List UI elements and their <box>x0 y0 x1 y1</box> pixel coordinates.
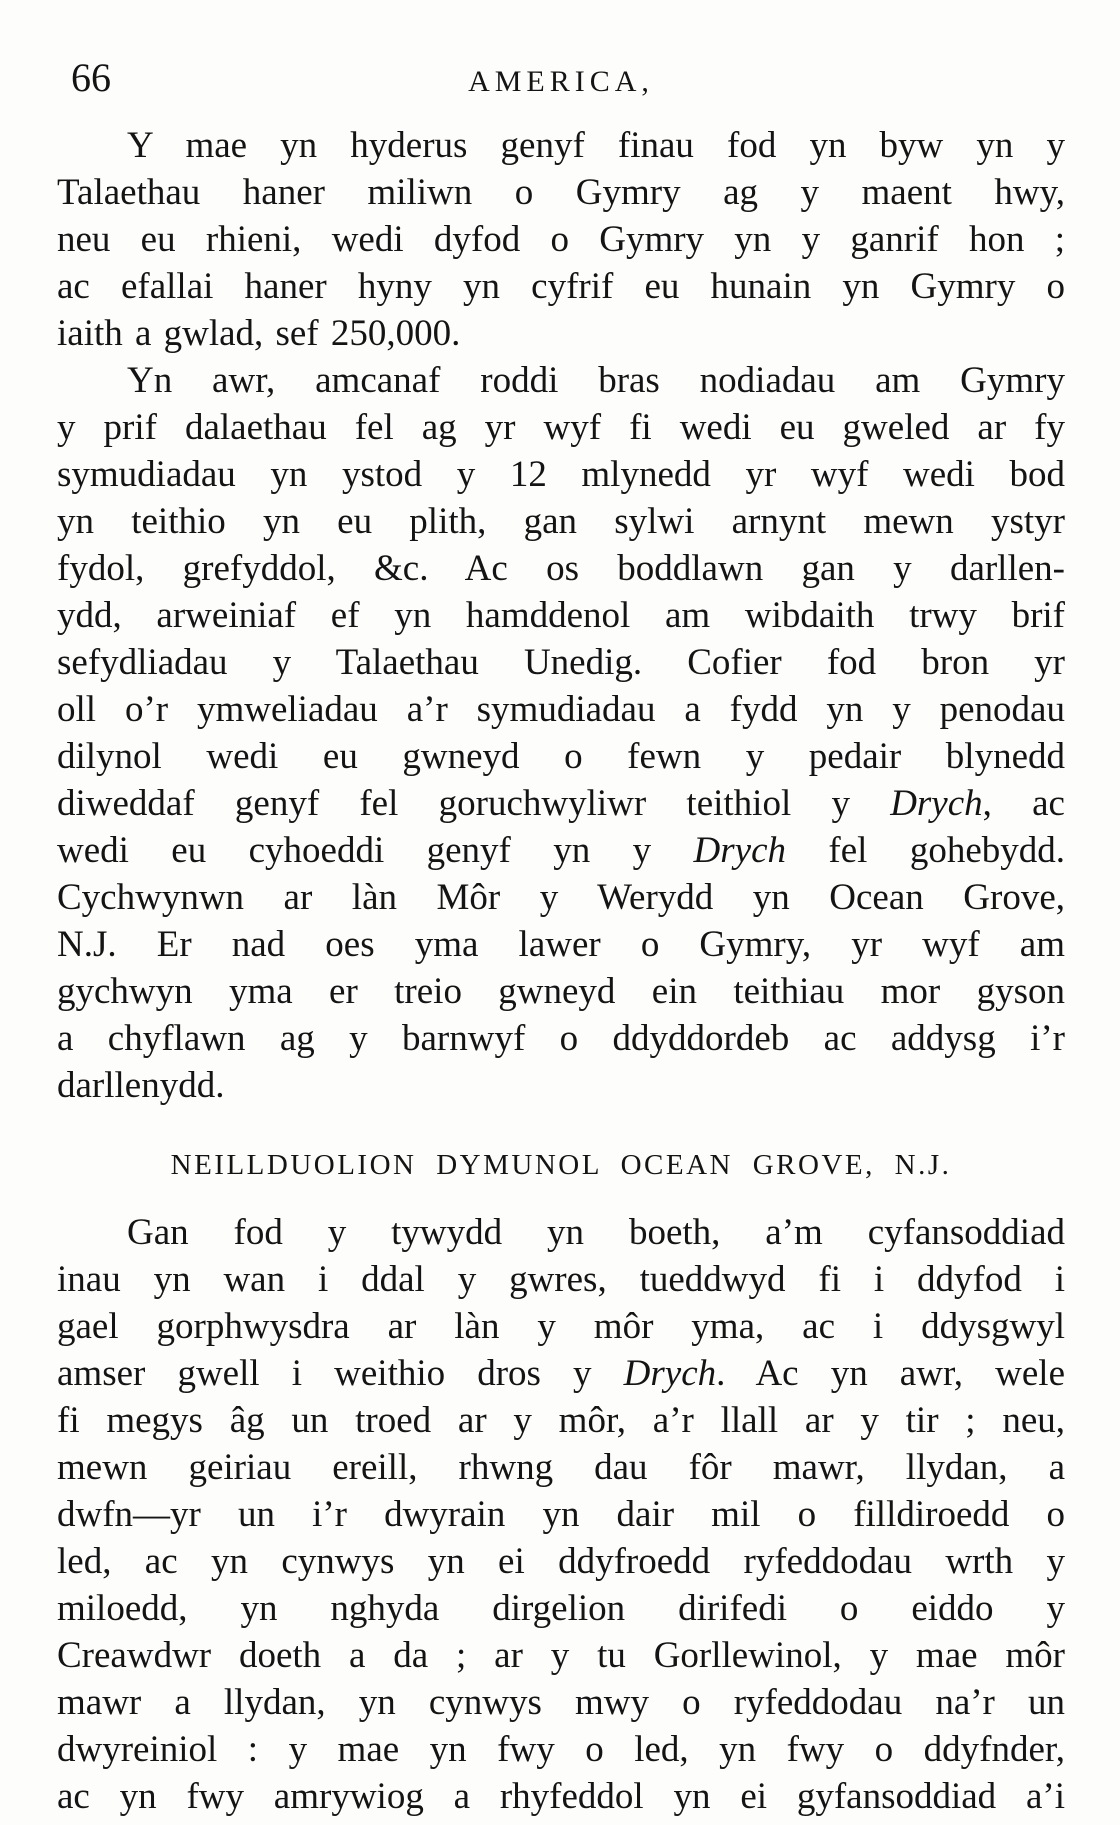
text-segment: a chyflawn ag y barnwyf o ddyddordeb ac addysg i’r <box>57 1018 1065 1059</box>
text-line <box>57 1350 1065 1397</box>
text-segment: miloedd, yn nghyda dirgelion dirifedi o eiddo y <box>57 1588 1065 1629</box>
text-line <box>57 1303 1065 1350</box>
text-segment: Yn awr, amcanaf roddi bras nodiadau am Gymry <box>127 360 1065 401</box>
text-line <box>57 733 1065 780</box>
text-segment: diweddaf genyf fel goruchwyliwr teithiol y <box>57 783 891 824</box>
text-segment: mewn geiriau ereill, rhwng dau fôr mawr, llydan, a <box>57 1447 1065 1488</box>
text-segment: neu eu rhieni, wedi dyfod o Gymry yn y ganrif hon ; <box>57 219 1065 260</box>
text-line <box>57 545 1065 592</box>
text-segment: symudiadau yn ystod y 12 mlynedd yr wyf wedi bod <box>57 454 1065 495</box>
page-header <box>57 54 1065 104</box>
text-segment: yn teithio yn eu plith, gan sylwi arnynt mewn ystyr <box>57 501 1065 542</box>
text-line <box>57 1538 1065 1585</box>
text-segment: wedi eu cyhoeddi genyf yn y <box>57 830 694 871</box>
text-line <box>57 1679 1065 1726</box>
text-line <box>57 639 1065 686</box>
text-line <box>57 1726 1065 1773</box>
text-segment: oll o’r ymweliadau a’r symudiadau a fydd yn y penodau <box>57 689 1065 730</box>
text-segment: y prif dalaethau fel ag yr wyf fi wedi eu gweled ar fy <box>57 407 1065 448</box>
text-line <box>57 921 1065 968</box>
text-line <box>57 1209 1065 1256</box>
text-segment: inau yn wan i ddal y gwres, tueddwyd fi i ddyfod i <box>57 1259 1065 1300</box>
text-segment: dwfn—yr un i’r dwyrain yn dair mil o filldiroedd o <box>57 1494 1065 1535</box>
text-line <box>57 827 1065 874</box>
paragraph <box>57 357 1065 1109</box>
text-segment: dilynol wedi eu gwneyd o fewn y pedair blynedd <box>57 736 1065 777</box>
text-line <box>57 1773 1065 1820</box>
text-line <box>57 498 1065 545</box>
text-segment: Creawdwr doeth a da ; ar y tu Gorllewinol, y mae môr <box>57 1635 1065 1676</box>
section-heading: NEILLDUOLION DYMUNOL OCEAN GROVE, N.J. <box>170 1149 952 1181</box>
text-segment: amser gwell i weithio dros y <box>57 1353 624 1394</box>
italic-word: Drych <box>693 830 787 871</box>
italic-word: Drych <box>890 783 983 824</box>
text-line <box>57 263 1065 310</box>
text-segment: led, ac yn cynwys yn ei ddyfroedd ryfeddodau wrth y <box>57 1541 1065 1582</box>
text-segment: ac efallai haner hyny yn cyfrif eu hunain yn Gymry o <box>57 266 1065 307</box>
running-title: AMERICA, <box>468 65 654 98</box>
text-segment: ac yn fwy amrywiog a rhyfeddol yn ei gyfansoddiad a’i <box>57 1776 1065 1817</box>
text-segment: N.J. Er nad oes yma lawer o Gymry, yr wyf am <box>57 924 1065 965</box>
text-line <box>57 1444 1065 1491</box>
text-segment: gael gorphwysdra ar làn y môr yma, ac i ddysgwyl <box>57 1306 1065 1347</box>
text-line <box>57 1015 1065 1062</box>
paragraph <box>57 122 1065 357</box>
text-segment: mawr a llydan, yn cynwys mwy o ryfeddodau na’r un <box>57 1682 1065 1723</box>
page-number: 66 <box>71 55 111 100</box>
text-segment: , ac <box>982 783 1065 824</box>
italic-word: Drych <box>623 1353 717 1394</box>
text-line <box>57 874 1065 921</box>
text-line <box>57 1491 1065 1538</box>
text-segment: iaith a gwlad, sef 250,000. <box>57 313 461 354</box>
text-segment: fel gohebydd. <box>786 830 1065 871</box>
text-line <box>57 310 1065 357</box>
text-line <box>57 451 1065 498</box>
text-line <box>57 122 1065 169</box>
paragraph <box>57 1209 1065 1820</box>
text-segment: darllenydd. <box>57 1065 225 1106</box>
text-segment: dwyreiniol : y mae yn fwy o led, yn fwy o ddyfnder, <box>57 1729 1065 1770</box>
text-segment: Talaethau haner miliwn o Gymry ag y maent hwy, <box>57 172 1065 213</box>
text-line <box>57 1062 1065 1109</box>
text-line <box>57 357 1065 404</box>
text-line <box>57 1256 1065 1303</box>
text-segment: Gan fod y tywydd yn boeth, a’m cyfansoddiad <box>127 1212 1065 1253</box>
text-line <box>57 592 1065 639</box>
text-line <box>57 686 1065 733</box>
text-line <box>57 1632 1065 1679</box>
text-segment: fydol, grefyddol, &c. Ac os boddlawn gan y darllen- <box>57 548 1065 589</box>
page-body <box>57 122 1065 1820</box>
text-segment: gychwyn yma er treio gwneyd ein teithiau mor gyson <box>57 971 1065 1012</box>
text-line <box>57 780 1065 827</box>
text-segment: ydd, arweiniaf ef yn hamddenol am wibdaith trwy brif <box>57 595 1065 636</box>
text-segment: sefydliadau y Talaethau Unedig. Cofier fod bron yr <box>57 642 1065 683</box>
text-line <box>57 404 1065 451</box>
text-segment: Cychwynwn ar làn Môr y Werydd yn Ocean Grove, <box>57 877 1065 918</box>
text-line <box>57 169 1065 216</box>
text-segment: . Ac yn awr, wele <box>716 1353 1065 1394</box>
text-line <box>57 1397 1065 1444</box>
text-segment: Y mae yn hyderus genyf finau fod yn byw yn y <box>127 125 1065 166</box>
text-line <box>57 216 1065 263</box>
text-line <box>57 968 1065 1015</box>
text-segment: fi megys âg un troed ar y môr, a’r llall ar y tir ; neu, <box>57 1400 1065 1441</box>
text-line <box>57 1585 1065 1632</box>
